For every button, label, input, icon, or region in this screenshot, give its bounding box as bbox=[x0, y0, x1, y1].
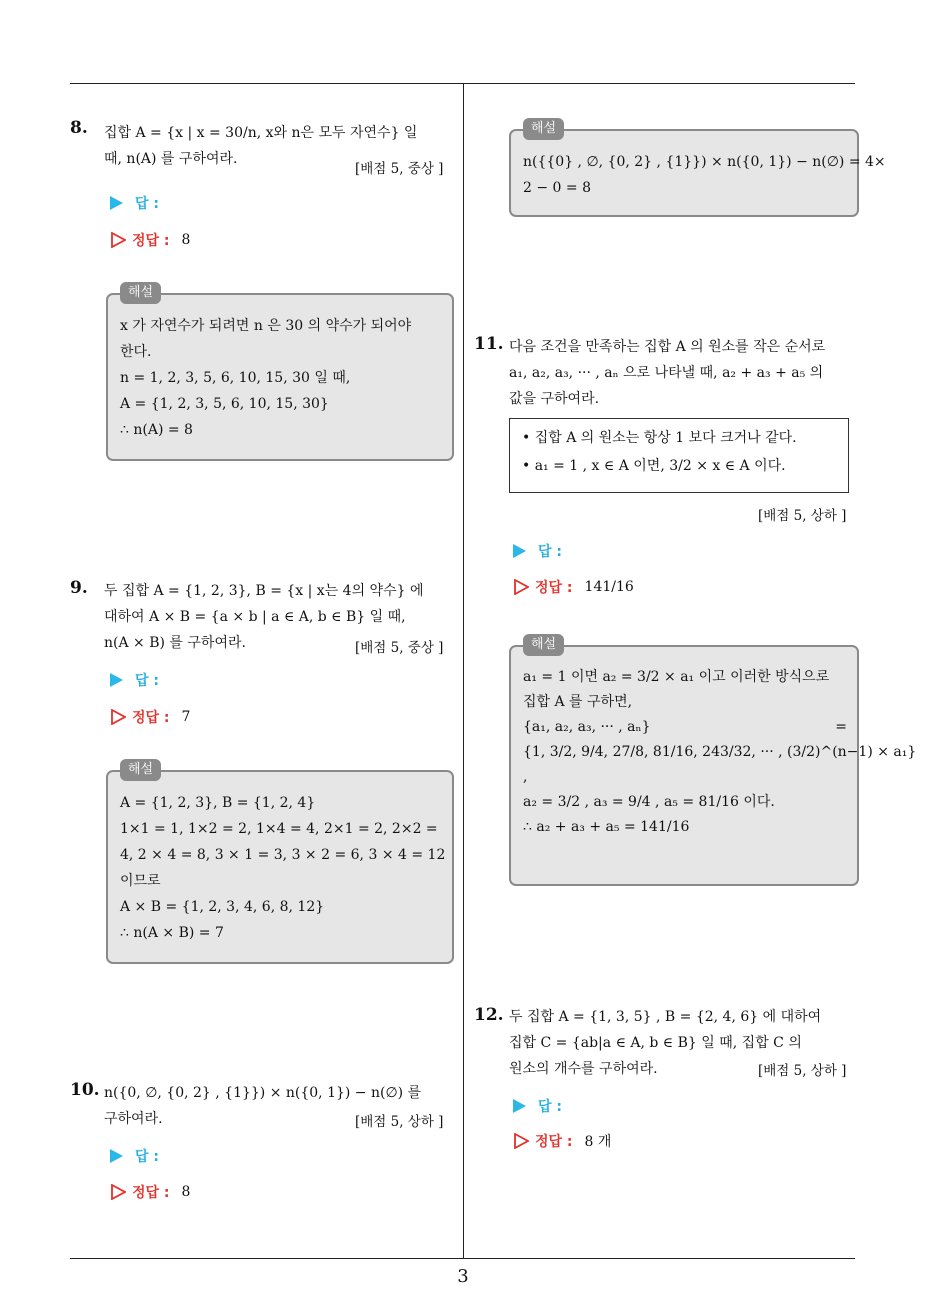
solution-line: , bbox=[523, 769, 528, 785]
answer-label: 답 : bbox=[135, 196, 159, 212]
solution-line: x 가 자연수가 되려면 n 은 30 의 약수가 되어야 bbox=[120, 318, 412, 334]
solution-line: A = {1, 2, 3, 5, 6, 10, 15, 30} bbox=[120, 396, 329, 412]
problem-number: 12. bbox=[474, 1005, 504, 1025]
outline-triangle-icon bbox=[513, 1133, 529, 1149]
play-icon bbox=[110, 673, 123, 687]
solution-line: ∴ n(A × B) = 7 bbox=[120, 925, 224, 941]
problem-line: 집합 C = {ab|a ∈ A, b ∈ B} 일 때, 집합 C 의 bbox=[509, 1035, 802, 1051]
answer-row bbox=[110, 193, 159, 213]
answer-label: 답 : bbox=[538, 544, 562, 560]
solution-line: 한다. bbox=[120, 344, 152, 360]
solution-line: A = {1, 2, 3}, B = {1, 2, 4} bbox=[120, 795, 316, 811]
solution-text: = bbox=[835, 719, 847, 735]
solution-text: {a₁, a₂, a₃, ··· , aₙ} bbox=[523, 719, 651, 735]
play-icon bbox=[110, 1149, 123, 1163]
problem-line: 값을 구하여라. bbox=[509, 391, 600, 407]
solution-body bbox=[523, 665, 917, 840]
correct-answer-row bbox=[110, 1182, 190, 1202]
solution-line: ∴ a₂ + a₃ + a₅ = 141/16 bbox=[523, 819, 690, 835]
solution-line: ∴ n(A) = 8 bbox=[120, 422, 193, 438]
correct-value: 141/16 bbox=[584, 579, 634, 595]
problem-line: 두 집합 A = {1, 2, 3}, B = {x | x는 4의 약수} 에 bbox=[104, 583, 424, 599]
correct-answer-row bbox=[513, 1131, 611, 1151]
answer-label: 답 : bbox=[538, 1099, 562, 1115]
solution-line bbox=[523, 715, 847, 740]
solution-body bbox=[523, 149, 886, 201]
play-icon bbox=[513, 544, 526, 558]
solution-body bbox=[120, 313, 442, 443]
solution-tag: 해설 bbox=[523, 634, 564, 656]
answer-label: 답 : bbox=[135, 1149, 159, 1165]
problem-line: 원소의 개수를 구하여라. bbox=[509, 1061, 658, 1077]
condition-line: • a₁ = 1 , x ∈ A 이면, 3/2 × x ∈ A 이다. bbox=[522, 458, 786, 474]
problem-line: 구하여라. bbox=[104, 1111, 163, 1127]
correct-value: 7 bbox=[181, 709, 191, 725]
solution-line: a₁ = 1 이면 a₂ = 3/2 × a₁ 이고 이러한 방식으로 bbox=[523, 669, 830, 685]
solution-box bbox=[509, 121, 886, 217]
solution-line: a₂ = 3/2 , a₃ = 9/4 , a₅ = 81/16 이다. bbox=[523, 794, 775, 810]
correct-value: 8 bbox=[181, 1184, 191, 1200]
correct-label: 정답 : bbox=[132, 233, 170, 249]
answer-row bbox=[110, 1146, 159, 1166]
problem-line: 대하여 A × B = {a × b | a ∈ A, b ∈ B} 일 때, bbox=[104, 609, 406, 625]
column-divider bbox=[463, 84, 464, 1259]
problem-line: a₁, a₂, a₃, ··· , aₙ 으로 나타낼 때, a₂ + a₃ + a₅ 의 bbox=[509, 365, 824, 381]
solution-tag: 해설 bbox=[120, 759, 161, 781]
solution-body bbox=[120, 790, 446, 946]
problem-number: 9. bbox=[70, 578, 88, 598]
solution-tag: 해설 bbox=[523, 118, 564, 140]
problem-line: 다음 조건을 만족하는 집합 A 의 원소를 작은 순서로 bbox=[509, 339, 826, 355]
problem-line: 두 집합 A = {1, 3, 5} , B = {2, 4, 6} 에 대하여 bbox=[509, 1009, 822, 1025]
correct-label: 정답 : bbox=[132, 710, 170, 726]
problem-line: 집합 A = {x | x = 30/n, x와 n은 모두 자연수} 일 bbox=[104, 125, 418, 141]
correct-label: 정답 : bbox=[535, 1134, 573, 1150]
solution-box bbox=[106, 762, 454, 964]
solution-box bbox=[106, 285, 454, 461]
answer-row bbox=[513, 1096, 562, 1116]
correct-value: 8 bbox=[181, 232, 191, 248]
answer-row bbox=[110, 670, 159, 690]
problem-line: n(A × B) 를 구하여라. bbox=[104, 635, 246, 651]
answer-row bbox=[513, 541, 562, 561]
solution-tag: 해설 bbox=[120, 282, 161, 304]
problem-line: 때, n(A) 를 구하여라. bbox=[104, 151, 238, 167]
solution-line: 1×1 = 1, 1×2 = 2, 1×4 = 4, 2×1 = 2, 2×2 = bbox=[120, 821, 438, 837]
solution-box bbox=[509, 637, 917, 886]
correct-answer-row bbox=[513, 577, 634, 597]
solution-line: 이므로 bbox=[120, 873, 161, 889]
solution-line: n({{0} , ∅, {0, 2} , {1}}) × n({0, 1}) − n(∅) = 4× bbox=[523, 154, 886, 170]
problem-number: 10. bbox=[70, 1080, 100, 1100]
condition-line: • 집합 A 의 원소는 항상 1 보다 크거나 같다. bbox=[522, 430, 797, 446]
solution-line: 4, 2 × 4 = 8, 3 × 1 = 3, 3 × 2 = 6, 3 × 4 = 12 bbox=[120, 847, 446, 863]
score-label: [배점 5, 상하 ] bbox=[758, 1063, 847, 1079]
problem-text bbox=[509, 334, 825, 412]
solution-line: 집합 A 를 구하면, bbox=[523, 694, 633, 710]
problem-number: 11. bbox=[474, 334, 504, 354]
outline-triangle-icon bbox=[110, 709, 126, 725]
score-label: [배점 5, 중상 ] bbox=[355, 640, 444, 656]
solution-line: 2 − 0 = 8 bbox=[523, 180, 591, 196]
correct-label: 정답 : bbox=[535, 580, 573, 596]
problem-line: n({0, ∅, {0, 2} , {1}}) × n({0, 1}) − n(∅) 를 bbox=[104, 1085, 422, 1101]
outline-triangle-icon bbox=[110, 232, 126, 248]
score-label: [배점 5, 상하 ] bbox=[355, 1114, 444, 1130]
condition-box bbox=[509, 418, 849, 493]
correct-label: 정답 : bbox=[132, 1185, 170, 1201]
page-number: 3 bbox=[457, 1266, 469, 1287]
answer-label: 답 : bbox=[135, 673, 159, 689]
correct-answer-row bbox=[110, 707, 190, 727]
solution-line: {1, 3/2, 9/4, 27/8, 81/16, 243/32, ··· , (3/2)^(n−1) × a₁} bbox=[523, 744, 917, 760]
solution-line: n = 1, 2, 3, 5, 6, 10, 15, 30 일 때, bbox=[120, 370, 351, 386]
outline-triangle-icon bbox=[110, 1184, 126, 1200]
problem-number: 8. bbox=[70, 118, 88, 138]
score-label: [배점 5, 상하 ] bbox=[758, 508, 847, 524]
outline-triangle-icon bbox=[513, 579, 529, 595]
play-icon bbox=[513, 1099, 526, 1113]
correct-value: 8 개 bbox=[584, 1134, 612, 1150]
score-label: [배점 5, 중상 ] bbox=[355, 161, 444, 177]
play-icon bbox=[110, 196, 123, 210]
correct-answer-row bbox=[110, 230, 190, 250]
solution-line: A × B = {1, 2, 3, 4, 6, 8, 12} bbox=[120, 899, 325, 915]
